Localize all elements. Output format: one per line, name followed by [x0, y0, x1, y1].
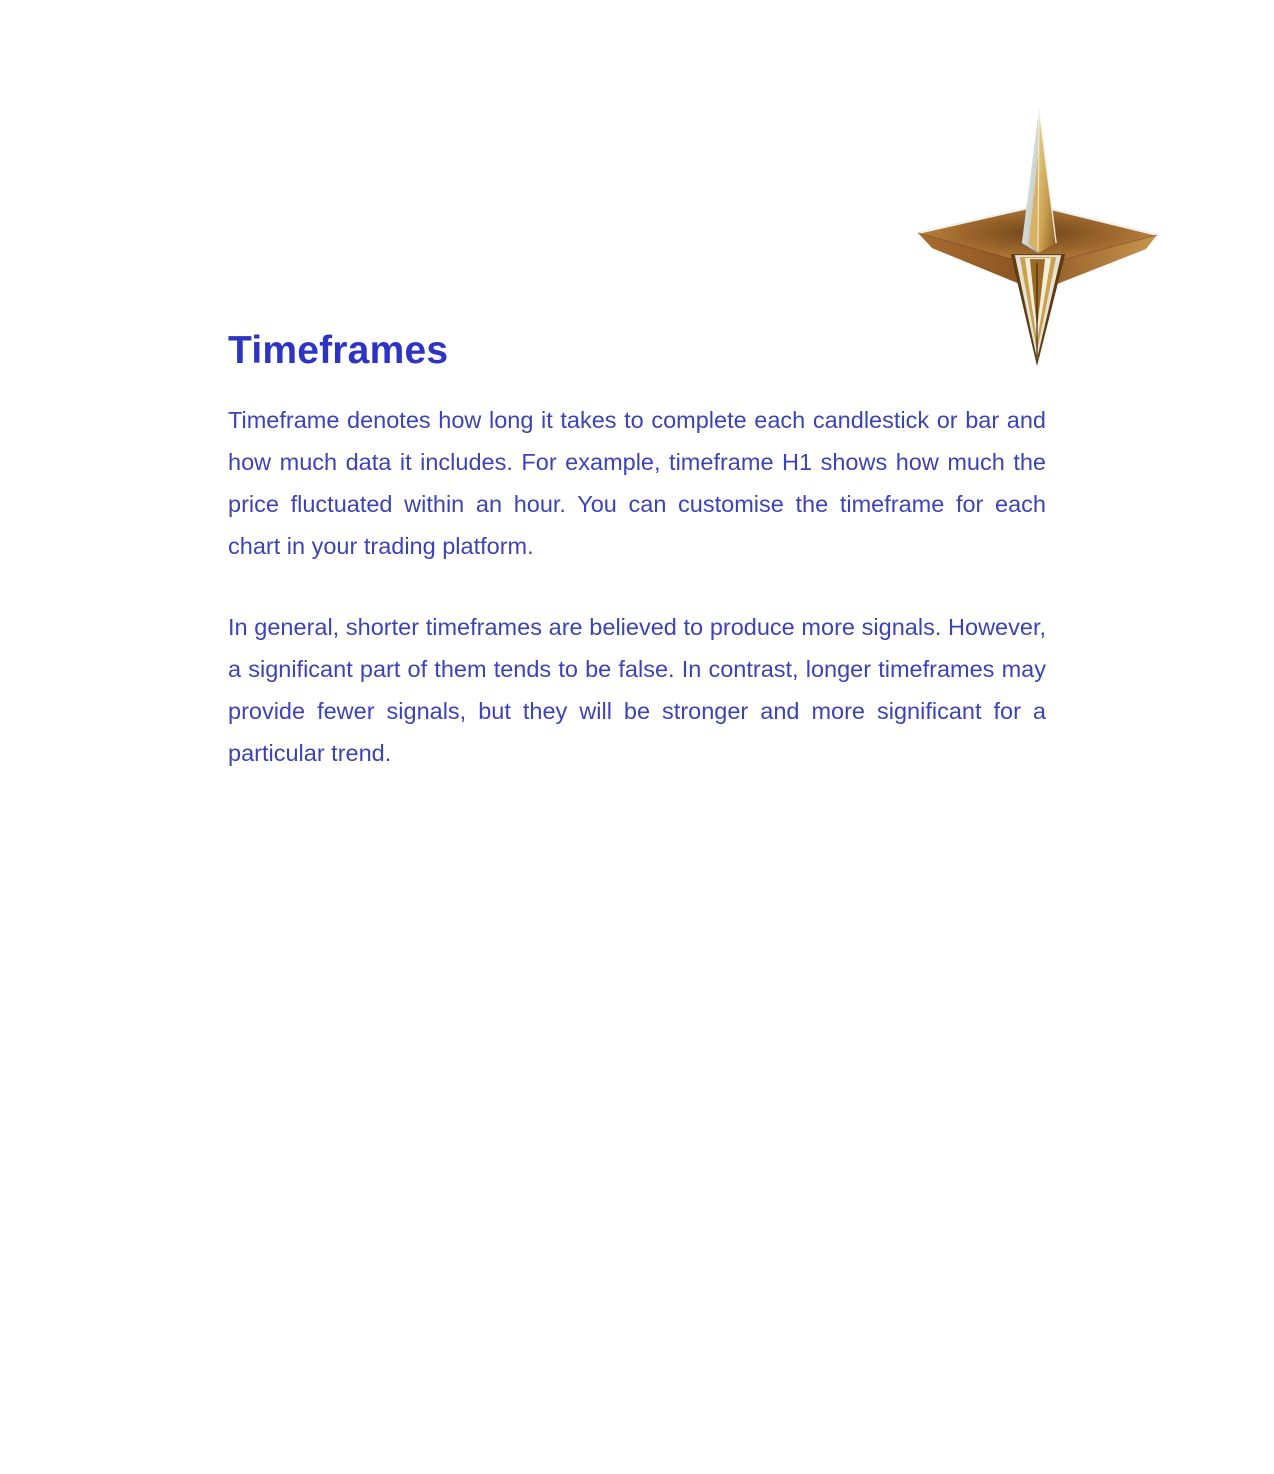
page-title: Timeframes	[228, 329, 449, 372]
paragraph-timeframe-signals: In general, shorter timeframes are believed to produce more signals. However, a significant part of them tends to be false. In contrast, longer timeframes may provide fewer signals, but they will be stronger and more significant for a particular trend.	[228, 613, 1046, 766]
paragraph-timeframe-definition: Timeframe denotes how long it takes to complete each candlestick or bar and how much data it includes. For example, timeframe H1 shows how much the price fluctuated within an hour. You can customise the timeframe for each chart in your trading platform.	[228, 406, 1046, 559]
article-content	[228, 330, 1046, 774]
gold-star-icon	[916, 106, 1158, 368]
gold-star-graphic	[916, 106, 1158, 368]
